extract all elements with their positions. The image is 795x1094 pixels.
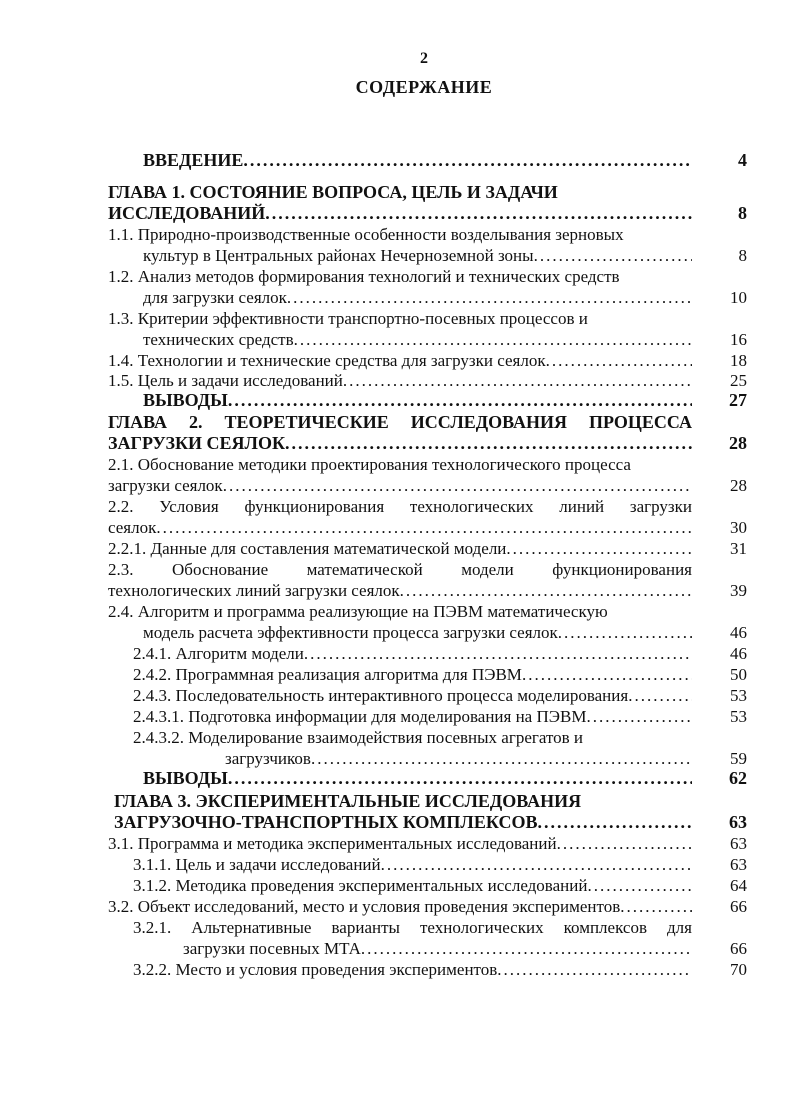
toc-entry-title: ВВЕДЕНИЕ bbox=[143, 150, 244, 170]
dot-leader bbox=[534, 245, 692, 266]
toc-entry-title: 2.4.2. Программная реализация алгоритма для ПЭВМ bbox=[133, 665, 522, 684]
toc-entry bbox=[143, 768, 747, 789]
toc-entry bbox=[108, 601, 747, 622]
dot-leader bbox=[361, 938, 692, 959]
dot-leader bbox=[156, 517, 692, 538]
page-number: 2 bbox=[420, 50, 428, 67]
toc-entry-page: 8 bbox=[738, 203, 747, 223]
toc-entry bbox=[108, 833, 747, 854]
dot-leader bbox=[311, 748, 692, 769]
toc-entry bbox=[143, 150, 747, 171]
toc-entry-title: 2.4. Алгоритм и программа реализующие на ПЭВМ математическую bbox=[108, 602, 608, 621]
toc-entry bbox=[133, 727, 747, 748]
dot-leader bbox=[287, 287, 692, 308]
toc-entry bbox=[133, 664, 747, 685]
toc-entry-page: 10 bbox=[730, 288, 747, 307]
toc-entry-page: 66 bbox=[730, 939, 747, 958]
toc-entry bbox=[143, 287, 747, 308]
toc-entry bbox=[133, 643, 747, 664]
toc-entry-title: 1.5. Цель и задачи исследований bbox=[108, 371, 343, 390]
toc-entry-page: 63 bbox=[729, 812, 747, 832]
dot-leader bbox=[265, 203, 692, 224]
toc-entry-title: технологических линий загрузки сеялок bbox=[108, 581, 400, 600]
toc-entry-page: 63 bbox=[730, 855, 747, 874]
toc-entry-title: 2.4.3.1. Подготовка информации для моделирования на ПЭВМ bbox=[133, 707, 587, 726]
dot-leader bbox=[228, 768, 692, 789]
toc-entry-title: культур в Центральных районах Нечерноземной зоны bbox=[143, 246, 534, 265]
toc-entry-title: ЗАГРУЗОЧНО-ТРАНСПОРТНЫХ КОМПЛЕКСОВ bbox=[114, 812, 538, 832]
toc-entry-title: 1.1. Природно-производственные особенности возделывания зерновых bbox=[108, 225, 624, 244]
dot-leader bbox=[294, 329, 692, 350]
toc-entry-title: ВЫВОДЫ bbox=[143, 768, 228, 788]
toc-entry-title: 3.1. Программа и методика экспериментальных исследований bbox=[108, 834, 557, 853]
toc-entry bbox=[108, 412, 747, 433]
toc-entry-page: 39 bbox=[730, 581, 747, 600]
toc-entry-title: 1.3. Критерии эффективности транспортно-посевных процессов и bbox=[108, 309, 588, 328]
dot-leader bbox=[400, 580, 692, 601]
toc-entry bbox=[114, 812, 747, 833]
toc-entry-title: технических средств bbox=[143, 330, 294, 349]
toc-entry-title: 2.4.3.2. Моделирование взаимодействия посевных агрегатов и bbox=[133, 728, 584, 747]
toc-entry-page: 53 bbox=[730, 686, 747, 705]
dot-leader bbox=[223, 475, 692, 496]
toc-entry-page: 27 bbox=[729, 390, 747, 410]
toc-entry-title: загрузчиков bbox=[225, 749, 311, 768]
toc-entry-page: 30 bbox=[730, 518, 747, 537]
toc-entry-page: 62 bbox=[729, 768, 747, 788]
dot-leader bbox=[343, 370, 692, 391]
toc-entry-page: 46 bbox=[730, 644, 747, 663]
toc-entry-title: 2.1. Обоснование методики проектирования технологического процесса bbox=[108, 455, 631, 474]
toc-entry-page: 28 bbox=[730, 476, 747, 495]
dot-leader bbox=[506, 538, 692, 559]
toc-entry-title: сеялок bbox=[108, 518, 157, 537]
toc-entry bbox=[108, 370, 747, 391]
toc-entry bbox=[143, 622, 747, 643]
toc-entry bbox=[133, 706, 747, 727]
toc-entry-title: ИССЛЕДОВАНИЙ bbox=[108, 203, 266, 223]
toc-entry bbox=[108, 896, 747, 917]
dot-leader bbox=[304, 643, 692, 664]
toc-entry-page: 28 bbox=[729, 433, 747, 453]
toc-entry-title: загрузки сеялок bbox=[108, 476, 223, 495]
toc-entry bbox=[225, 748, 747, 769]
dot-leader bbox=[381, 854, 692, 875]
toc-entry bbox=[108, 433, 747, 454]
toc-entry bbox=[108, 203, 747, 224]
toc-entry-title: ЗАГРУЗКИ СЕЯЛОК bbox=[108, 433, 285, 453]
toc-entry bbox=[108, 224, 747, 245]
toc-entry-page: 8 bbox=[738, 246, 747, 265]
toc-entry bbox=[108, 182, 747, 203]
dot-leader bbox=[557, 833, 692, 854]
toc-entry bbox=[133, 917, 747, 938]
toc-entry-title: ГЛАВА 1. СОСТОЯНИЕ ВОПРОСА, ЦЕЛЬ И ЗАДАЧИ bbox=[108, 182, 558, 202]
toc-entry-title: 2.4.1. Алгоритм модели bbox=[133, 644, 304, 663]
toc-entry bbox=[108, 580, 747, 601]
dot-leader bbox=[587, 875, 692, 896]
toc-entry-page: 31 bbox=[730, 539, 747, 558]
toc-entry bbox=[133, 959, 747, 980]
toc-entry-page: 64 bbox=[730, 876, 747, 895]
toc-entry-title: 2.3. Обоснование математической модели функционирования bbox=[108, 560, 692, 579]
toc-entry-title: для загрузки сеялок bbox=[143, 288, 287, 307]
toc-entry-title: 3.1.1. Цель и задачи исследований bbox=[133, 855, 381, 874]
toc-entry bbox=[133, 875, 747, 896]
toc-entry bbox=[108, 559, 747, 580]
toc-entry-page: 16 bbox=[730, 330, 747, 349]
toc-entry bbox=[108, 475, 747, 496]
toc-entry bbox=[133, 854, 747, 875]
toc-entry-page: 50 bbox=[730, 665, 747, 684]
page-title: СОДЕРЖАНИЕ bbox=[355, 77, 493, 97]
toc-entry-page: 25 bbox=[730, 371, 747, 390]
toc-entry-page: 53 bbox=[730, 707, 747, 726]
toc-entry bbox=[108, 350, 747, 371]
toc-entry bbox=[143, 329, 747, 350]
dot-leader bbox=[628, 685, 692, 706]
toc-entry-title: 3.1.2. Методика проведения экспериментальных исследований bbox=[133, 876, 588, 895]
toc-entry-page: 46 bbox=[730, 623, 747, 642]
toc-entry bbox=[133, 685, 747, 706]
toc-entry-title: 3.2.1. Альтернативные варианты технологических комплексов для bbox=[133, 918, 692, 937]
toc-entry-page: 66 bbox=[730, 897, 747, 916]
dot-leader bbox=[497, 959, 692, 980]
toc-entry-title: 2.4.3. Последовательность интерактивного процесса моделирования bbox=[133, 686, 629, 705]
toc-entry-page: 70 bbox=[730, 960, 747, 979]
toc-entry bbox=[108, 538, 747, 559]
toc-entry-title: 2.2.1. Данные для составления математической модели bbox=[108, 539, 507, 558]
toc-entry bbox=[108, 454, 747, 475]
toc-entry bbox=[108, 308, 747, 329]
toc-entry-title: загрузки посевных МТА bbox=[183, 939, 361, 958]
toc-entry bbox=[108, 496, 747, 517]
toc-entry bbox=[143, 245, 747, 266]
dot-leader bbox=[228, 390, 692, 411]
toc-entry bbox=[143, 390, 747, 411]
dot-leader bbox=[620, 896, 692, 917]
dot-leader bbox=[586, 706, 692, 727]
toc-entry-title: 3.2. Объект исследований, место и условия проведения экспериментов bbox=[108, 897, 621, 916]
toc-entry-title: 2.2. Условия функционирования технологических линий загрузки bbox=[108, 497, 692, 516]
dot-leader bbox=[558, 622, 692, 643]
toc-entry-page: 59 bbox=[730, 749, 747, 768]
dot-leader bbox=[537, 812, 692, 833]
toc-entry-title: 1.4. Технологии и технические средства для загрузки сеялок bbox=[108, 351, 546, 370]
toc-entry bbox=[108, 517, 747, 538]
toc-entry-title: ГЛАВА 2. ТЕОРЕТИЧЕСКИЕ ИССЛЕДОВАНИЯ ПРОЦЕССА bbox=[108, 412, 692, 432]
toc-entry-page: 63 bbox=[730, 834, 747, 853]
toc-entry bbox=[108, 266, 747, 287]
toc-entry-title: ГЛАВА 3. ЭКСПЕРИМЕНТАЛЬНЫЕ ИССЛЕДОВАНИЯ bbox=[114, 791, 582, 811]
toc-entry-title: ВЫВОДЫ bbox=[143, 390, 228, 410]
toc-entry bbox=[183, 938, 747, 959]
toc-entry-page: 4 bbox=[738, 150, 747, 170]
dot-leader bbox=[522, 664, 692, 685]
dot-leader bbox=[285, 433, 692, 454]
toc-entry bbox=[114, 791, 747, 812]
toc-entry-page: 18 bbox=[730, 351, 747, 370]
toc-entry-title: 3.2.2. Место и условия проведения экспериментов bbox=[133, 960, 498, 979]
toc-entry-title: модель расчета эффективности процесса загрузки сеялок bbox=[143, 623, 558, 642]
dot-leader bbox=[243, 150, 692, 171]
dot-leader bbox=[546, 350, 692, 371]
toc-entry-title: 1.2. Анализ методов формирования технологий и технических средств bbox=[108, 267, 620, 286]
